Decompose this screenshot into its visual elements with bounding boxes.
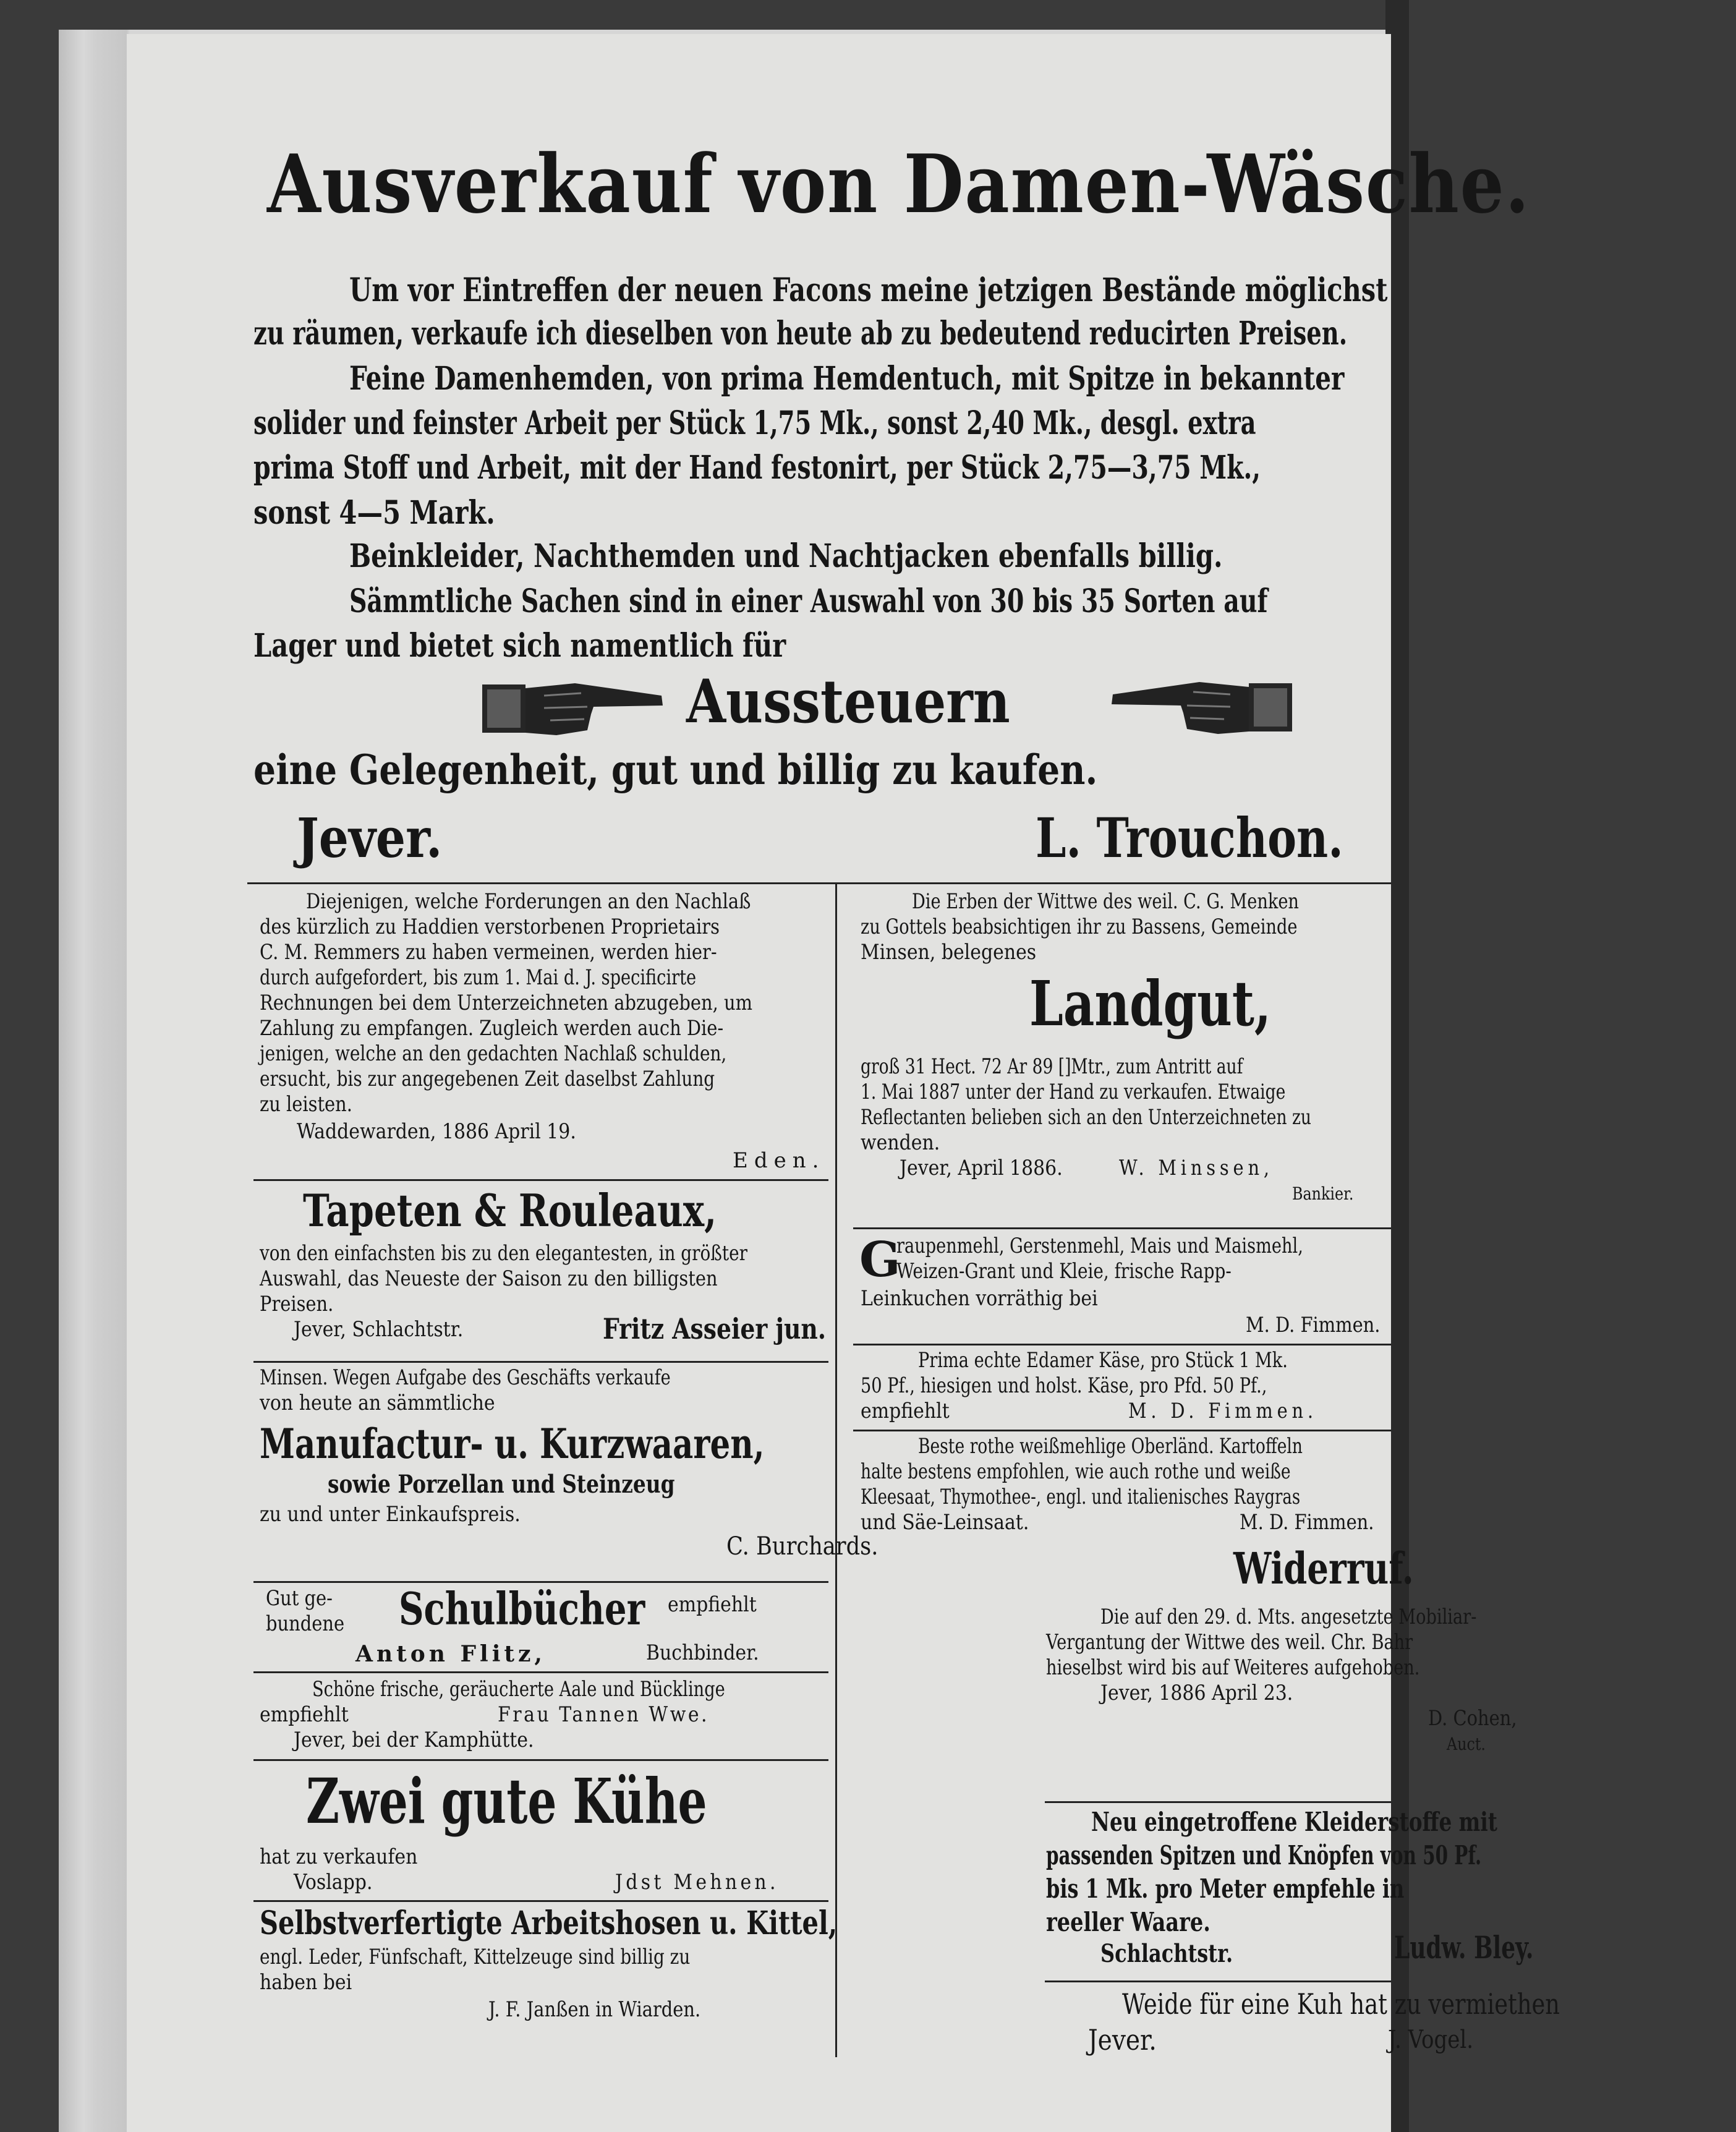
manufactur-intro-2: von heute an sämmtliche [260,1391,495,1415]
widerruf-line-1: Die auf den 29. d. Mts. angesetzte Mobiliar- [1100,1605,1477,1629]
nachlass-line-4: durch aufgefordert, bis zum 1. Mai d. J. specificirte [260,965,697,990]
top-ad-line-6: sonst 4—5 Mark. [253,494,495,532]
landgut-place-date: Jever, April 1886. [900,1156,1063,1180]
schulbuecher-headline: Schulbücher [399,1582,645,1635]
manufactur-headline: Manufactur- u. Kurzwaaren, [260,1420,765,1468]
divider-left-1 [253,1179,828,1181]
weide-place: Jever. [1088,2023,1157,2057]
kuehe-line-1: hat zu verkaufen [260,1844,418,1869]
schulbuecher-left-2: bundene [266,1611,345,1636]
schulbuecher-right: empfiehlt [668,1592,757,1617]
kaese-line-3: empfiehlt [861,1399,950,1423]
divider-left-2 [253,1361,828,1363]
weide-signature: J. Vogel. [1388,2026,1474,2054]
landgut-line-5: 1. Mai 1887 unter der Hand zu verkaufen. Etwaige [861,1080,1286,1104]
tapeten-headline: Tapeten & Rouleaux, [303,1184,717,1237]
nachlass-place-date: Waddewarden, 1886 April 19. [297,1119,576,1144]
landgut-line-3: Minsen, belegenes [861,940,1037,965]
nachlass-line-6: Zahlung zu empfangen. Zugleich werden auch Die- [260,1016,724,1041]
divider-right-1 [853,1227,1391,1229]
kleiderstoffe-line-2: passenden Spitzen und Knöpfen von 50 Pf. [1046,1840,1482,1870]
graupen-initial: G [859,1232,901,1288]
kleiderstoffe-signature: Ludw. Bley. [1394,1929,1534,1966]
top-ad-line-8: Sämmtliche Sachen sind in einer Auswahl von 30 bis 35 Sorten auf [349,582,1268,620]
kartoffeln-line-3: Kleesaat, Thymothee-, engl. und italienisches Raygras [861,1485,1301,1509]
landgut-line-6: Reflectanten belieben sich an den Unterzeichneten zu [861,1105,1312,1130]
top-ad-line-9: Lager und bietet sich namentlich für [253,627,786,665]
top-ad-place: Jever. [297,806,443,870]
graupen-signature: M. D. Fimmen. [1246,1313,1381,1337]
divider-left-6 [253,1900,828,1902]
manufactur-intro-1: Minsen. Wegen Aufgabe des Geschäfts verkaufe [260,1365,671,1390]
nachlass-line-2: des kürzlich zu Haddien verstorbenen Proprietairs [260,915,720,939]
fische-line-2a: empfiehlt [260,1702,349,1727]
graupen-line-1: raupenmehl, Gerstenmehl, Mais und Maismehl, [896,1234,1303,1258]
top-ad-line-1: Um vor Eintreffen der neuen Facons meine jetzigen Bestände möglichst [349,271,1388,309]
fische-line-3: Jever, bei der Kamphütte. [294,1728,534,1752]
manufactur-price-line: zu und unter Einkaufspreis. [260,1502,521,1527]
kuehe-headline: Zwei gute Kühe [306,1765,707,1838]
arbeitshosen-line-2: haben bei [260,1970,352,1995]
graupen-line-3: Leinkuchen vorräthig bei [861,1286,1098,1311]
top-ad-line-4: solider und feinster Arbeit per Stück 1,75 Mk., sonst 2,40 Mk., desgl. extra [253,404,1256,442]
kartoffeln-line-1: Beste rothe weißmehlige Oberländ. Kartoffeln [918,1434,1303,1459]
nachlass-line-7: jenigen, welche an den gedachten Nachlaß schulden, [260,1041,727,1066]
kleiderstoffe-address: Schlachtstr. [1100,1939,1233,1968]
nachlass-line-3: C. M. Remmers zu haben vermeinen, werden hier- [260,940,717,965]
nachlass-line-8: ersucht, bis zur angegebenen Zeit daselbst Zahlung [260,1067,715,1091]
divider-right-2 [853,1344,1391,1345]
kaese-line-1: Prima echte Edamer Käse, pro Stück 1 Mk. [918,1348,1288,1373]
kaese-signature: M. D. Fimmen. [1128,1399,1317,1423]
divider-left-5 [253,1759,828,1761]
kartoffeln-signature: M. D. Fimmen. [1240,1510,1374,1535]
widerruf-line-2: Vergantung der Wittwe des weil. Chr. Bahr [1046,1630,1413,1655]
widerruf-signature-role: Auct. [1447,1734,1486,1754]
feature-word-aussteuern: Aussteuern [686,667,1010,736]
newspaper-page [127,34,1560,2132]
schulbuecher-left-1: Gut ge- [266,1586,333,1611]
nachlass-line-5: Rechnungen bei dem Unterzeichneten abzugeben, um [260,991,753,1015]
divider-left-4 [253,1671,828,1673]
arbeitshosen-line-1: engl. Leder, Fünfschaft, Kittelzeuge sind billig zu [260,1945,691,1969]
top-ad-signature: L. Trouchon. [1036,806,1343,870]
widerruf-place-date: Jever, 1886 April 23. [1100,1681,1293,1705]
tapeten-address: Jever, Schlachtstr. [294,1317,464,1342]
fische-line-2b: Frau Tannen Wwe. [498,1702,710,1727]
widerruf-signature: D. Cohen, [1428,1706,1517,1731]
kaese-line-2: 50 Pf., hiesigen und holst. Käse, pro Pfd. 50 Pf., [861,1373,1267,1398]
headline-ausverkauf: Ausverkauf von Damen-Wäsche. [267,137,1531,231]
kartoffeln-line-2: halte bestens empfohlen, wie auch rothe und weiße [861,1459,1291,1484]
tapeten-signature: Fritz Asseier jun. [603,1312,826,1345]
top-ad-line-3: Feine Damenhemden, von prima Hemdentuch, mit Spitze in bekannter [349,360,1345,398]
kleiderstoffe-line-4: reeller Waare. [1046,1907,1211,1937]
top-ad-line-5: prima Stoff und Arbeit, mit der Hand festonirt, per Stück 2,75—3,75 Mk., [253,449,1261,487]
divider-right-4 [1045,1801,1391,1803]
arbeitshosen-signature: J. F. Janßen in Wiarden. [488,1997,701,2022]
manufactur-signature: C. Burchards. [726,1532,879,1561]
kuehe-place: Voslapp. [294,1870,373,1895]
column-divider [835,882,837,2057]
kuehe-signature: Jdst Mehnen. [615,1870,779,1895]
landgut-signature-role: Bankier. [1292,1183,1354,1204]
graupen-line-2: Weizen-Grant und Kleie, frische Rapp- [896,1259,1232,1284]
tapeten-line-2: Auswahl, das Neueste der Saison zu den billigsten [260,1266,718,1291]
weide-line-1: Weide für eine Kuh hat zu vermiethen [1122,1987,1560,2021]
landgut-line-1: Die Erben der Wittwe des weil. C. G. Menken [912,889,1299,914]
kartoffeln-line-4: und Säe-Leinsaat. [861,1510,1029,1535]
fische-line-1: Schöne frische, geräucherte Aale und Bücklinge [312,1677,725,1702]
landgut-line-4: groß 31 Hect. 72 Ar 89 []Mtr., zum Antritt auf [861,1054,1243,1079]
landgut-line-2: zu Gottels beabsichtigen ihr zu Bassens, Gemeinde [861,915,1298,939]
divider-right-5 [1045,1981,1391,1982]
schulbuecher-trade: Buchbinder. [646,1640,759,1665]
widerruf-headline: Widerruf. [1233,1543,1414,1594]
top-ad-line-2: zu räumen, verkaufe ich dieselben von heute ab zu bedeutend reducirten Preisen. [253,315,1348,352]
nachlass-signature: Eden. [733,1148,825,1173]
arbeitshosen-headline: Selbstverfertigte Arbeitshosen u. Kittel, [260,1904,838,1942]
nachlass-line-1: Diejenigen, welche Forderungen an den Nachlaß [306,889,751,914]
landgut-headline: Landgut, [1029,967,1272,1040]
pointing-hand-right-icon [482,671,668,742]
pointing-hand-left-icon [1107,670,1292,741]
top-ad-line-7: Beinkleider, Nachthemden und Nachtjacken ebenfalls billig. [349,537,1223,575]
top-ad-tagline: eine Gelegenheit, gut und billig zu kaufen. [253,746,1098,794]
tapeten-line-1: von den einfachsten bis zu den elegantesten, in größter [260,1241,747,1266]
landgut-line-7: wenden. [861,1130,940,1155]
manufactur-subline: sowie Porzellan und Steinzeug [328,1470,675,1499]
schulbuecher-name: Anton Flitz, [355,1641,546,1667]
kleiderstoffe-line-3: bis 1 Mk. pro Meter empfehle in [1046,1874,1405,1904]
widerruf-line-3: hieselbst wird bis auf Weiteres aufgehoben. [1046,1655,1420,1680]
kleiderstoffe-line-1: Neu eingetroffene Kleiderstoffe mit [1091,1807,1497,1837]
top-ad-divider [247,882,1391,884]
divider-right-3 [853,1430,1391,1431]
landgut-signature: W. Minssen, [1119,1156,1274,1180]
tapeten-line-3: Preisen. [260,1292,334,1316]
nachlass-line-9: zu leisten. [260,1092,352,1117]
